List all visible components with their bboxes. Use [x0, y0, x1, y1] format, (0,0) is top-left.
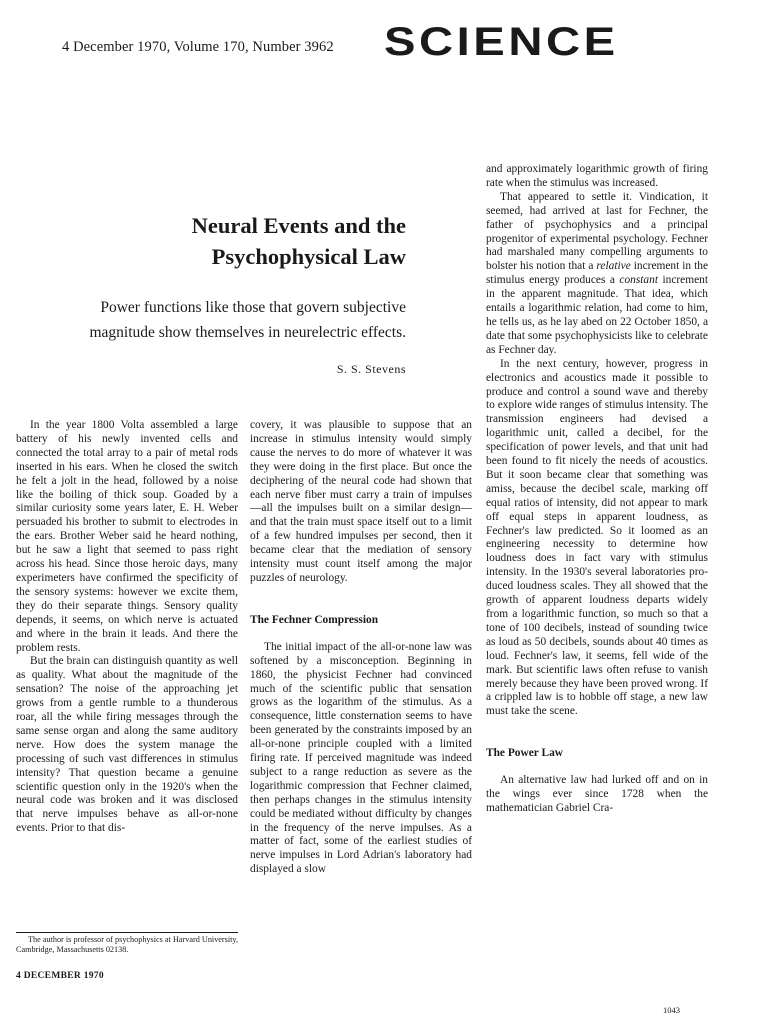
emphasis-constant: constant: [619, 274, 658, 287]
subtitle-line-2: magnitude show themselves in neurelectric effects.: [89, 324, 406, 341]
paragraph: [486, 191, 708, 358]
title-line-2: Psychophysical Law: [211, 244, 406, 269]
footer-date: 4 DECEMBER 1970: [16, 971, 104, 981]
issue-line: 4 December 1970, Volume 170, Number 3962: [62, 39, 334, 55]
paragraph: and approximately logarithmic growth of firing rate when the stimulus was increased.: [486, 163, 708, 189]
text-run: increment in the stimulus energy produces a: [486, 260, 709, 287]
text-run: That appeared to settle it. Vindication, it seemed, had arrived at last for Fechner, the father of psychophysics and a principal progenitor of experimental psychology. Fechner had marshaled many compelling arguments to bolster his notion that a: [486, 190, 708, 273]
section-heading-fechner: The Fechner Compression: [250, 613, 379, 626]
paragraph: covery, it was plausible to suppose that an increase in stimulus intensity would simply cause the nerves to do more of whatever it was they were doing in the first place. But once the deciphering of the neural code had shown that each nerve fiber must carry a train of impulses—all the impulses built on a similar design—and that the train must space itself out to a limit of a few hundred impulses per second, then it became clear that the mediation of sensory intensity must count itself among the major puzzles of neurology.: [250, 419, 472, 584]
text-column-1: [16, 419, 238, 836]
journal-masthead: SCIENCE: [384, 20, 619, 64]
paragraph: In the next century, however, progress in electronics and acoustics made it possible to produce and control a sound wave and thereby to explore wide ranges of stimulus intensity. The transmission engineers had devised a logarithmic unit, called a decibel, for the specification of power levels, and that unit had been found to fit nicely the needs of acoustics. But it soon became clear that something was amiss, because the decibel scale, marking off equal ratios of intensity, did not appear to mark off equal steps in apparent loudness, as Fechner's law predicted. So it loomed as an engineering necessity to determine how loudness does in fact vary with stimulus intensity. In the 1930's several laboratories produced loudness scales. They all showed that the growth of apparent loudness departs widely from a logarithmic function, so much so that a tone of 100 decibels, instead of sounding twice as loud as 50 decibels, sounds about 40 times as loud. Fechner's law, it seems, fell wide of the mark. But scientific laws often refuse to vanish merely because they have been proved wrong. If a crippled law is to hobble off stage, a new law must take the scene.: [486, 357, 708, 718]
article-subtitle: [40, 295, 406, 345]
paragraph: An alternative law had lurked off and on in the wings ever since 1728 when the mathematician Gabriel Cra-: [486, 774, 708, 814]
text-run: increment in the apparent magnitude. That idea, which entails a logarithmic relation, had come to him, he tells us, as he lay abed on 22 October 1850, a date that some psychophysicists like to celebrate as Fechner day.: [486, 274, 708, 356]
author-byline: S. S. Stevens: [336, 362, 406, 376]
text-column-2: [250, 419, 472, 877]
paragraph: In the year 1800 Volta assembled a large battery of his newly invented cells and connected the total array to a pair of metal rods inserted in his ears. When he closed the switch he felt a jolt in the head, followed by a noise like the boiling of thick soup. Goaded by a similar curiosity some years later, E. H. Weber persuaded his brother to submit to electrodes in the ears. Brother Weber said he heard nothing, but he saw a light that seemed to pass right across his head. Since those heroic days, many experimeters have confirmed the specificity of the sensory systems: however we excite them, they do their separate things. Sensory quality depends, it seems, on which nerve is actuated and where in the brain it leads. And there the problem rests.: [16, 419, 238, 654]
article-title: [60, 210, 406, 272]
footnote-text: The author is professor of psychophysics at Harvard University, Cambridge, Massachusetts 02138.: [16, 935, 238, 954]
paragraph: But the brain can distinguish quantity as well as quality. What about the magnitude of the sensation? The noise of the approaching jet grows from a gentle rumble to a thunderous roar, all the while firing messages through the same sense organ and along the same auditory nerve. How does the system manage the processing of such vast differences in stimulus intensity? That question became a genuine scientific question only in the 1920's when the neural code was broken and it was disclosed that nerve impulses behave as all-or-none events. Prior to that dis-: [16, 655, 238, 835]
page-number: 1043: [663, 1005, 680, 1015]
title-line-1: Neural Events and the: [191, 213, 406, 238]
subtitle-line-1: Power functions like those that govern subjective: [100, 299, 406, 316]
author-footnote: [16, 932, 238, 954]
emphasis-relative: relative: [596, 260, 631, 273]
paragraph: The initial impact of the all-or-none law was softened by a misconception. Beginning in 1860, the physicist Fechner had convinced much of the scientific public that sensation grows as the logarithm of the stimulus. As a consequence, little consternation seems to have been generated by the constraints imposed by an all-or-none principle coupled with a limited firing rate. If perceived magnitude was indeed subject to a range reduction as severe as the logarithmic compression that Fechner claimed, then perhaps changes in the stimulus intensity could be mediated without difficulty by changes in the frequency of the nerve impulses. As a matter of fact, some of the earliest studies of nerve impulses in Lord Adrian's laboratory had displayed a slow: [250, 640, 472, 876]
text-column-3: [486, 163, 708, 816]
section-heading-power-law: The Power Law: [486, 747, 563, 760]
